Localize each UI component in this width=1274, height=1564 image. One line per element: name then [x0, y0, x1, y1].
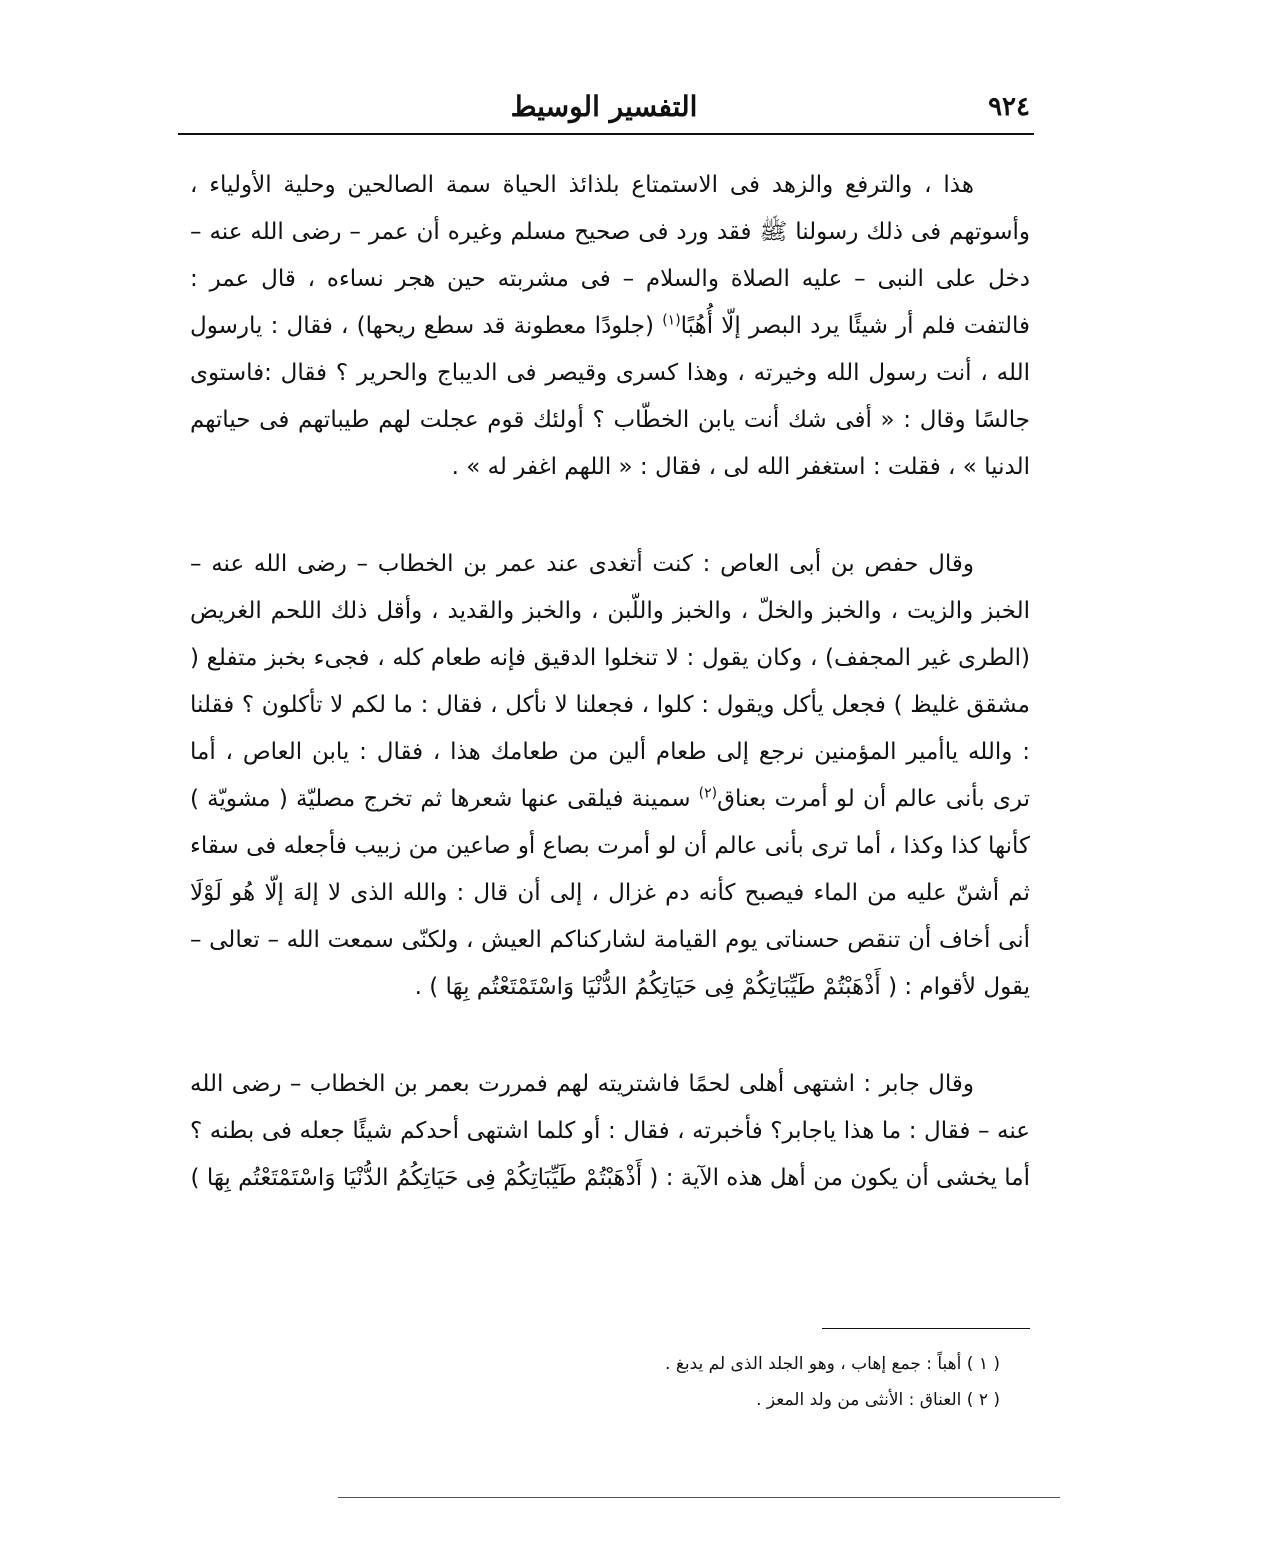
footnote-separator — [822, 1328, 1030, 1329]
paragraph-3 — [190, 1061, 1030, 1202]
footnote-ref-1: (١) — [662, 312, 681, 329]
paragraph-2 — [190, 541, 1030, 1011]
paragraph-1 — [190, 162, 1030, 491]
paragraph-text: وقال حفص بن أبى العاص : كنت أتغدى عند عمر بن الخطاب – رضى الله عنه – الخبز والزيت ، والخبز والخلّ ، والخبز واللّبن ، والخبز والقديد ، وأقل ذلك اللحم الغريض (الطرى غير المجفف) ، وكان يقول : لا تنخلوا الدقيق فإنه طعام كله ، فجىء بخبز متفلع ( مشقق غليظ ) فجعل يأكل ويقول : كلوا ، فجعلنا لا نأكل ، فقال : ما لكم لا تأكلون ؟ فقلنا : والله ياأمير المؤمنين نرجع إلى طعام ألين من طعامك هذا ، فقال : يابن العاص ، أما ترى بأنى عالم أن لو أمرت بعناق — [190, 551, 1030, 812]
paragraph-text: هذا ، والترفع والزهد فى الاستمتاع بلذائذ الحياة سمة الصالحين وحلية الأولياء ، وأسوتهم فى ذلك رسولنا ﷺ فقد ورد فى صحيح مسلم وغيره أن عمر – رضى الله عنه – دخل على النبى – عليه الصلاة والسلام – فى مشربته حين هجر نساءه ، قال عمر : فالتفت فلم أر شيئًا يرد البصر إلّا أُهُبًا — [190, 172, 1030, 339]
footnote-2: ( ٢ ) العناق : الأنثى من ولد المعز . — [756, 1390, 1000, 1410]
paragraph-text: وقال جابر : اشتهى أهلى لحمًا فاشتريته لهم فمررت بعمر بن الخطاب – رضى الله عنه – فقال : ما هذا ياجابر؟ فأخبرته ، فقال : أو كلما اشتهى أحدكم شيئًا جعله فى بطنه ؟ أما يخشى أن يكون من أهل هذه الآية : ( أَذْهَبْتُمْ طَيِّبَاتِكُمْ فِى حَيَاتِكُمُ الدُّنْيَا وَاسْتَمْتَعْتُم بِهَا ) — [190, 1071, 1030, 1191]
footnote-ref-2: (٢) — [698, 785, 718, 802]
bottom-rule — [338, 1497, 1060, 1498]
page-number: ٩٢٤ — [988, 92, 1030, 122]
main-text — [190, 162, 1030, 1202]
paragraph-text: (جلودًا معطونة قد سطع ريحها) ، فقال : يارسول الله ، أنت رسول الله وخيرته ، وهذا كسرى وقيصر فى الديباج والحرير ؟ فقال :فاستوى جالسًا وقال : « أفى شك أنت يابن الخطّاب ؟ أولئك قوم عجلت لهم طيباتهم فى حياتهم الدنيا » ، فقلت : استغفر الله لى ، فقال : « اللهم اغفر له » . — [190, 313, 1030, 480]
page-header — [178, 86, 1030, 130]
footnote-1: ( ١ ) أهباً : جمع إهاب ، وهو الجلد الذى لم يدبغ . — [665, 1354, 1000, 1374]
running-title: التفسير الوسيط — [510, 90, 698, 123]
paragraph-text: سمينة فيلقى عنها شعرها ثم تخرج مصليّة ( مشويّة ) كأنها كذا وكذا ، أما ترى بأنى عالم أن لو أمرت بصاع أو صاعين من زبيب فأجعله فى سقاء ثم أشنّ عليه من الماء فيصبح كأنه دم غزال ، إلى أن قال : والله الذى لا إلهَ إلّا هُو لَوْلَا أنى أخاف أن تنقص حسناتى يوم القيامة لشاركناكم العيش ، ولكنّى سمعت الله – تعالى – يقول لأقوام : ( أَذْهَبْتُمْ طَيِّبَاتِكُمْ فِى حَيَاتِكُمُ الدُّنْيَا وَاسْتَمْتَعْتُم بِهَا ) . — [190, 786, 1030, 1000]
footnotes — [500, 1346, 1000, 1418]
header-rule — [178, 133, 1034, 135]
